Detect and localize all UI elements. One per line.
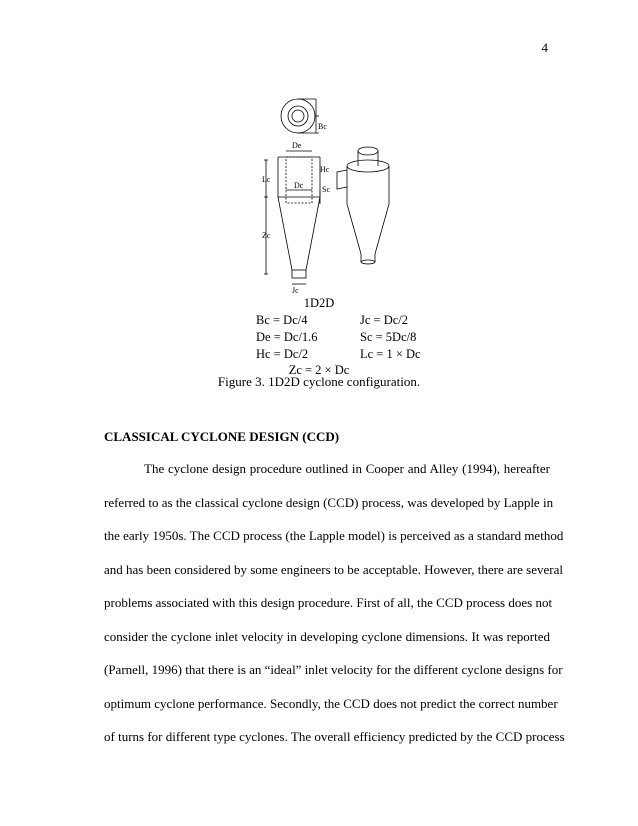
paragraph-line: consider the cyclone inlet velocity in developing cyclone dimensions. It was reported <box>104 628 550 644</box>
cyclone-drawing <box>240 94 410 298</box>
lc-label: Lc <box>262 175 271 184</box>
formula-jc: Jc = Dc/2 <box>360 313 409 327</box>
cyclone-perspective-view <box>337 147 389 264</box>
hc-label: Hc <box>320 165 330 174</box>
body-paragraph <box>104 452 565 754</box>
paragraph-line: the early 1950s. The CCD process (the Lapple model) is perceived as a standard method <box>104 528 564 543</box>
page-number: 4 <box>541 40 548 55</box>
formula-sc: Sc = 5Dc/8 <box>360 330 417 344</box>
paragraph-line: The cyclone design procedure outlined in Cooper and Alley (1994), hereafter <box>144 461 550 476</box>
paragraph-line: referred to as the classical cyclone design (CCD) process, was developed by Lapple in <box>104 494 554 510</box>
jc-label: Jc <box>292 286 299 295</box>
formula-hc: Hc = Dc/2 <box>256 347 309 361</box>
formula-zc: Zc = 2 × Dc <box>288 363 350 377</box>
formula-de: De = Dc/1.6 <box>256 330 318 344</box>
dc-label: Dc <box>294 181 304 190</box>
zc-label: Zc <box>262 231 271 240</box>
bc-label: Bc <box>318 122 327 131</box>
de-label: De <box>292 141 302 150</box>
cyclone-top-view <box>281 99 319 133</box>
paragraph-line: and has been considered by some engineers to be acceptable. However, there are several <box>104 561 563 577</box>
paragraph-line: of turns for different type cyclones. The overall efficiency predicted by the CCD process <box>104 729 565 744</box>
paragraph-line: (Parnell, 1996) that there is an “ideal” inlet velocity for the different cyclone designs for <box>104 662 563 677</box>
config-name: 1D2D <box>303 296 335 310</box>
cyclone-diagram <box>240 94 410 298</box>
paragraph-line: optimum cyclone performance. Secondly, the CCD does not predict the correct number <box>104 695 558 711</box>
cyclone-side-view <box>264 151 320 284</box>
formula-lc: Lc = 1 × Dc <box>360 347 421 361</box>
formula-bc: Bc = Dc/4 <box>256 313 308 327</box>
sc-label: Sc <box>322 185 330 194</box>
section-heading: CLASSICAL CYCLONE DESIGN (CCD) <box>104 429 340 444</box>
paragraph-line: problems associated with this design procedure. First of all, the CCD process does not <box>104 595 553 610</box>
figure-caption: Figure 3. 1D2D cyclone configuration. <box>217 374 421 389</box>
